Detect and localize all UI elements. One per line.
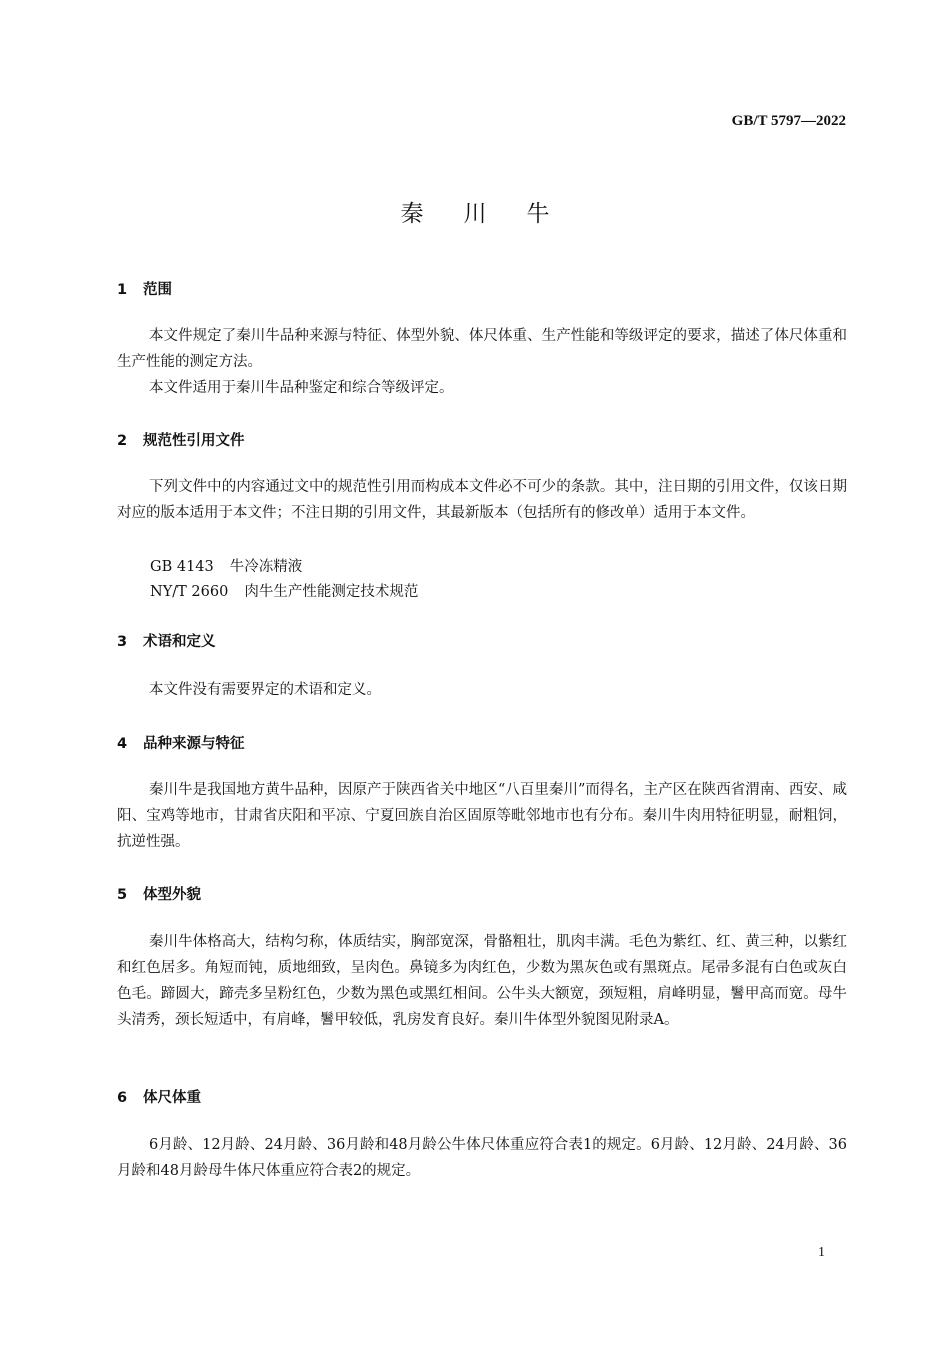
section-3-paragraph-1: 本文件没有需要界定的术语和定义。 bbox=[149, 682, 381, 698]
section-number: 1 bbox=[117, 282, 128, 298]
section-number: 6 bbox=[117, 1090, 128, 1106]
section-title: 范围 bbox=[143, 282, 172, 298]
section-heading-5 bbox=[117, 883, 201, 904]
reference-item bbox=[150, 580, 418, 601]
reference-code: GB 4143 bbox=[150, 559, 214, 575]
section-heading-6 bbox=[117, 1086, 201, 1107]
section-title: 体尺体重 bbox=[143, 1090, 201, 1106]
reference-name: 肉牛生产性能测定技术规范 bbox=[244, 584, 419, 600]
section-heading-1 bbox=[117, 278, 172, 299]
reference-item bbox=[150, 555, 302, 576]
section-heading-2 bbox=[117, 429, 245, 450]
section-title: 品种来源与特征 bbox=[143, 736, 245, 752]
section-number: 3 bbox=[117, 634, 128, 650]
section-heading-4 bbox=[117, 732, 245, 753]
section-heading-3 bbox=[117, 630, 216, 651]
section-title: 术语和定义 bbox=[143, 634, 216, 650]
section-title: 规范性引用文件 bbox=[143, 433, 245, 449]
section-4-paragraph-1: 秦川牛是我国地方黄牛品种，因原产于陕西省关中地区“八百里秦川”而得名，主产区在陕西省渭南、西安、咸阳、宝鸡等地市，甘肃省庆阳和平凉、宁夏回族自治区固原等毗邻地市也有分布。秦川牛肉用特征明显，耐粗饲，抗逆性强。 bbox=[117, 782, 847, 850]
section-2-paragraph-1: 下列文件中的内容通过文中的规范性引用而构成本文件必不可少的条款。其中，注日期的引用文件，仅该日期对应的版本适用于本文件；不注日期的引用文件，其最新版本（包括所有的修改单）适用于本文件。 bbox=[117, 479, 847, 521]
document-title: 秦川牛 bbox=[400, 201, 590, 227]
reference-code: NY/T 2660 bbox=[150, 584, 229, 600]
standard-code: GB/T 5797—2022 bbox=[731, 113, 846, 129]
section-number: 4 bbox=[117, 736, 128, 752]
reference-name: 牛冷冻精液 bbox=[229, 559, 303, 575]
section-number: 2 bbox=[117, 433, 128, 449]
page-number: 1 bbox=[818, 1245, 825, 1260]
section-title: 体型外貌 bbox=[143, 887, 201, 903]
section-6-paragraph-1: 6月龄、12月龄、24月龄、36月龄和48月龄公牛体尺体重应符合表1的规定。6月龄、12月龄、24月龄、36月龄和48月龄母牛体尺体重应符合表2的规定。 bbox=[117, 1137, 847, 1179]
section-number: 5 bbox=[117, 887, 128, 903]
section-5-paragraph-1: 秦川牛体格高大，结构匀称，体质结实，胸部宽深，骨骼粗壮，肌肉丰满。毛色为紫红、红、黄三种，以紫红和红色居多。角短而钝，质地细致，呈肉色。鼻镜多为肉红色，少数为黑灰色或有黑斑点。尾帚多混有白色或灰白色毛。蹄圆大，蹄壳多呈粉红色，少数为黑色或黑红相间。公牛头大额宽，颈短粗，肩峰明显，鬐甲高而宽。母牛头清秀，颈长短适中，有肩峰，鬐甲较低，乳房发育良好。秦川牛体型外貌图见附录A。 bbox=[117, 934, 847, 1028]
section-1-paragraph-1: 本文件规定了秦川牛品种来源与特征、体型外貌、体尺体重、生产性能和等级评定的要求，描述了体尺体重和生产性能的测定方法。 bbox=[117, 328, 847, 370]
section-1-paragraph-2: 本文件适用于秦川牛品种鉴定和综合等级评定。 bbox=[149, 380, 454, 396]
